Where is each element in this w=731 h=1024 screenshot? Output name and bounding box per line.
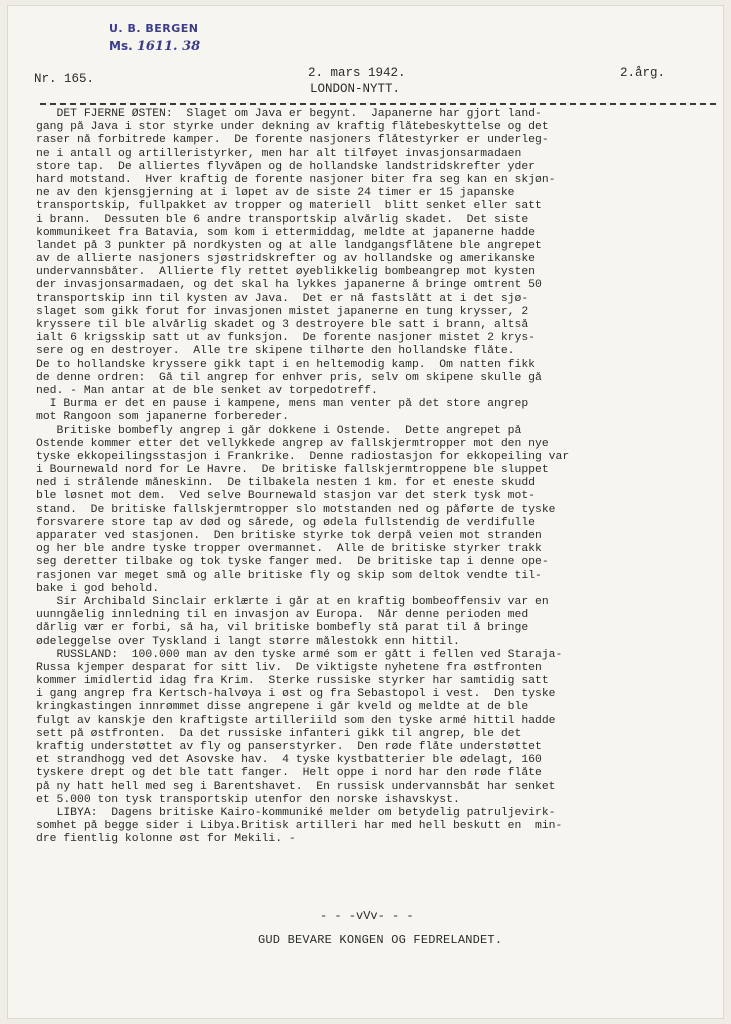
text-line: der invasjonsarmadaen, og det skal ha lykkes japanerne å bringe omtrent 50 <box>36 279 542 292</box>
issue-date: 2. mars 1942. <box>308 66 406 80</box>
text-line: apparater ved stasjonen. Den britiske styrke tok derpå veien mot stranden <box>36 530 542 542</box>
text-line: Ostende kommer etter det vellykkede angrep av fallskjermtropper mot den nye <box>36 437 549 450</box>
text-line: Britiske bombefly angrep i går dokkene i Ostende. Dette angrepet på <box>36 424 522 437</box>
text-line: store tap. De alliertes flyvåpen og de hollandske landstridskrefter yder <box>36 160 535 173</box>
stamp-ms-number: 1611. 38 <box>136 39 201 54</box>
issue-number: Nr. 165. <box>34 72 95 86</box>
text-line: ialt 6 krigsskip satt ut av funksjon. De forente nasjoner mistet 2 krys- <box>36 332 535 345</box>
text-line: forsvarere store tap av død og sårede, og ødela fullstendig de verdifulle <box>36 516 535 529</box>
newsletter-title: LONDON-NYTT. <box>310 82 401 96</box>
text-line: rasjonen var meget små og alle britiske fly og skip som deltok vendte til- <box>36 569 542 582</box>
text-line: bake i god behold. <box>36 582 160 595</box>
closing-separator: - - -vVv- - - <box>320 909 414 923</box>
text-line: Sir Archibald Sinclair erklærte i går at en kraftig bombeoffensiv var en <box>36 595 549 608</box>
text-line: tyskere drept og det ble tatt fanger. Helt oppe i nord har den røde flåte <box>36 767 542 780</box>
text-line: dårlig vær er forbi, så ha, vil britiske bombefly stå parat til å bringe <box>36 622 529 635</box>
text-line: på ny hatt hell med seg i Barentshavet. En russisk undervannsbåt har senket <box>36 780 556 793</box>
text-line: i brann. Dessuten ble 6 andre transportskip alvårlig skadet. Det siste <box>36 213 529 226</box>
text-line: I Burma er det en pause i kampene, mens man venter på det store angrep <box>36 398 529 411</box>
text-line: kryssere til ble alvårlig skadet og 3 destroyere ble satt i brann, altså <box>36 319 529 331</box>
text-line: hard motstand. Hver kraftig de forente nasjoner biter fra seg kan en skjøn- <box>36 173 556 186</box>
text-line: LIBYA: Dagens britiske Kairo-kommuniké melder om betydelig patruljevirk- <box>36 806 556 819</box>
volume-label: 2.årg. <box>620 66 666 80</box>
text-line: DET FJERNE ØSTEN: Slaget om Java er begynt. Japanerne har gjort land- <box>36 108 542 120</box>
text-line: RUSSLAND: 100.000 man av den tyske armé som er gått i fellen ved Staraja- <box>36 648 563 661</box>
stamp-ms-prefix: Ms. <box>109 39 133 53</box>
text-line: fulgt av kanskje den kraftigste artilleriild som den tyske armé hittil hadde <box>36 714 556 727</box>
text-line: raser nå forbitrede kamper. De forente nasjoners flåtestyrker er underleg- <box>36 134 549 147</box>
text-line: undervannsbåter. Allierte fly rettet øyeblikkelig bombeangrep mot kysten <box>36 266 535 279</box>
text-line: kraftig understøttet av fly og panserstyrker. Den røde flåte understøttet <box>36 741 542 753</box>
closing-motto: GUD BEVARE KONGEN OG FEDRELANDET. <box>258 933 503 947</box>
text-line: ned i strålende måneskinn. De tilbakela nesten 1 km. for et eneste skudd <box>36 477 535 490</box>
text-line: ne i antall og artilleristyrker, men har alt tilføyet invasjonsarmadaen <box>36 147 522 160</box>
header-divider <box>40 103 716 105</box>
text-line: kommer imidlertid idag fra Krim. Sterke russiske styrker har samtidig satt <box>36 675 549 688</box>
text-line: sett på østfronten. Da det russiske infanteri gikk til angrep, ble det <box>36 727 522 740</box>
stamp-institution: U. B. BERGEN <box>109 22 199 35</box>
text-line: ne av den kjensgjerning at i løpet av de siste 24 timer er 15 japanske <box>36 187 515 200</box>
library-stamp <box>109 22 219 54</box>
text-line: ble løsnet mot dem. Ved selve Bournewald stasjon var det sterk tysk mot- <box>36 490 535 503</box>
text-line: sere og en destroyer. Alle tre skipene tilhørte den hollandske flåte. <box>36 345 515 358</box>
text-line: somhet på begge sider i Libya.Britisk artilleri har med hell beskutt en min- <box>36 820 563 833</box>
text-line: kringkastingen innrømmet disse angrepene i går kveld og meldte at de ble <box>36 701 529 714</box>
text-line: de denne ordren: Gå til angrep for enhver pris, selv om skipene skulle gå <box>36 371 542 384</box>
text-line: De to hollandske kryssere gikk tapt i en heltemodig kamp. Om natten fikk <box>36 358 535 371</box>
text-line: transportskip inn til kysten av Java. Det er nå fastslått at i det sjø- <box>36 292 529 305</box>
text-line: i gang angrep fra Kertsch-halvøya i øst og fra Sebastopol i vest. Den tyske <box>36 688 556 701</box>
text-line: slaget som gikk forut for invasjonen mistet japanerne en tung krysser, 2 <box>36 305 529 318</box>
stamp-ms <box>109 39 219 54</box>
text-line: ned. - Man antar at de ble senket av torpedotreff. <box>36 384 378 397</box>
text-line: av de allierte nasjoners sjøstridskrefter og av hollandske og amerikanske <box>36 253 535 266</box>
text-line: Russa kjemper desparat for sitt liv. De viktigste nyhetene fra østfronten <box>36 661 542 674</box>
text-line: tyske ekkopeilingsstasjon i Frankrike. Denne radiostasjon for ekkopeiling var <box>36 450 570 463</box>
text-line: og her ble andre tyske tropper overmannet. Alle de britiske styrker trakk <box>36 543 542 556</box>
text-line: mot Rangoon som japanerne forbereder. <box>36 411 289 424</box>
text-line: et 5.000 ton tysk transportskip utenfor den norske ishavskyst. <box>36 793 460 806</box>
text-line: gang på Java i stor styrke under dekning av kraftig flåtebeskyttelse og det <box>36 121 549 134</box>
text-line: landet på 3 punkter på nordkysten og at alle landgangsflåtene ble angrepet <box>36 239 542 252</box>
text-line: uunngåelig innledning til en invasjon av Europa. Når denne perioden med <box>36 609 529 622</box>
text-line: seg deretter tilbake og tok tyske fanger med. De britiske tap i denne ope- <box>36 556 549 569</box>
article-body <box>36 108 716 847</box>
text-line: dre fientlig kolonne øst for Mekili. - <box>36 833 296 846</box>
text-line: et strandhogg ved det Asovske hav. 4 tyske kystbatterier ble ødelagt, 160 <box>36 754 542 767</box>
text-line: i Bournewald nord for Le Havre. De britiske fallskjermtroppene ble sluppet <box>36 464 549 477</box>
text-line: transportskip, fullpakket av tropper og materiell blitt senket eller satt <box>36 200 542 213</box>
text-line: ødeleggelse over Tyskland i langt større målestokk enn hittil. <box>36 635 460 648</box>
text-line: kommunikeet fra Batavia, som kom i ettermiddag, meldte at japanerne hadde <box>36 226 535 239</box>
text-line: stand. De britiske fallskjermtropper slo motstanden ned og påførte de tyske <box>36 503 556 516</box>
